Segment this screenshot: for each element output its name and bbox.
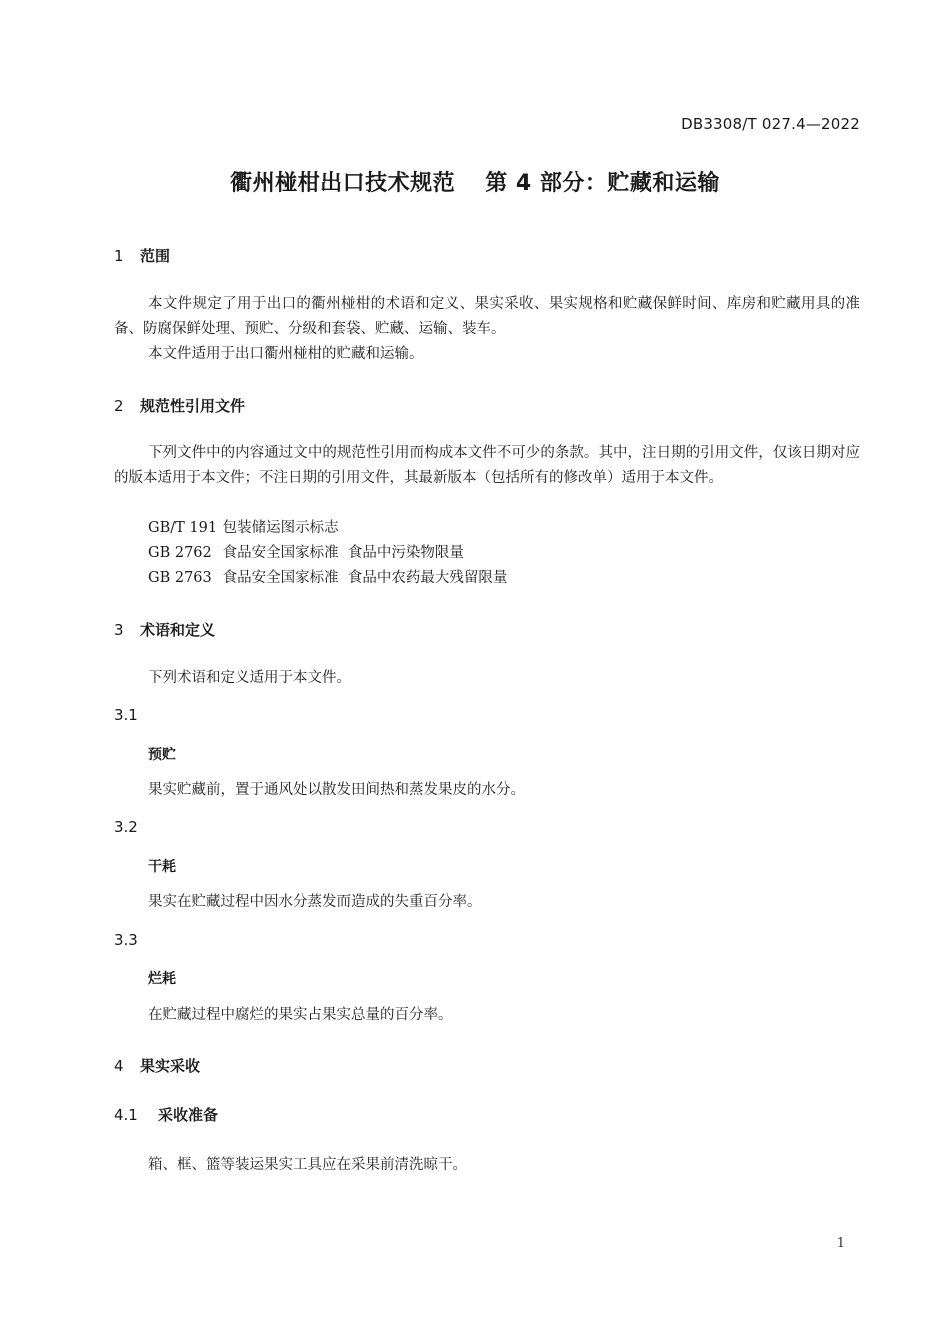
term-definition: 果实贮藏前，置于通风处以散发田间热和蒸发果皮的水分。 [148, 782, 525, 798]
section-2-heading: 2 规范性引用文件 [114, 397, 246, 415]
section-1-paragraph-2: 本文件适用于出口衢州椪柑的贮藏和运输。 [148, 346, 424, 362]
section-3-paragraph-1: 下列术语和定义适用于本文件。 [148, 670, 351, 686]
term-number: 3.1 [114, 706, 138, 724]
title-part: 第 4 部分：贮藏和运输 [485, 171, 720, 196]
reference-item: GB 2762 食品安全国家标准 食品中污染物限量 [148, 545, 464, 561]
term-definition: 在贮藏过程中腐烂的果实占果实总量的百分率。 [148, 1007, 453, 1023]
section-1-heading: 1 范围 [114, 247, 171, 265]
section-1-paragraph-1: 本文件规定了用于出口的衢州椪柑的术语和定义、果实采收、果实规格和贮藏保鲜时间、库房和贮藏用具的准备、防腐保鲜处理、预贮、分级和套袋、贮藏、运输、装车。 [114, 296, 860, 337]
term-name: 干耗 [148, 859, 176, 875]
document-title [0, 166, 950, 197]
subsection-4-1-paragraph-1: 箱、框、篮等装运果实工具应在采果前清洗晾干。 [148, 1157, 467, 1173]
subsection-4-1-heading: 4.1 采收准备 [114, 1106, 219, 1124]
term-definition: 果实在贮藏过程中因水分蒸发而造成的失重百分率。 [148, 894, 482, 910]
standard-code: DB3308/T 027.4—2022 [681, 115, 860, 133]
term-name: 预贮 [148, 747, 176, 763]
section-2-paragraph-1: 下列文件中的内容通过文中的规范性引用而构成本文件不可少的条款。其中，注日期的引用文件，仅该日期对应的版本适用于本文件；不注日期的引用文件，其最新版本（包括所有的修改单）适用于本文件。 [114, 445, 860, 486]
title-main: 衢州椪柑出口技术规范 [230, 171, 456, 196]
term-name: 烂耗 [148, 971, 176, 987]
reference-item: GB/T 191 包装储运图示标志 [148, 520, 339, 536]
page-number: 1 [836, 1236, 845, 1251]
section-4-heading: 4 果实采收 [114, 1057, 201, 1075]
term-number: 3.3 [114, 931, 138, 949]
section-3-heading: 3 术语和定义 [114, 621, 216, 639]
reference-item: GB 2763 食品安全国家标准 食品中农药最大残留限量 [148, 570, 508, 586]
term-number: 3.2 [114, 818, 138, 836]
